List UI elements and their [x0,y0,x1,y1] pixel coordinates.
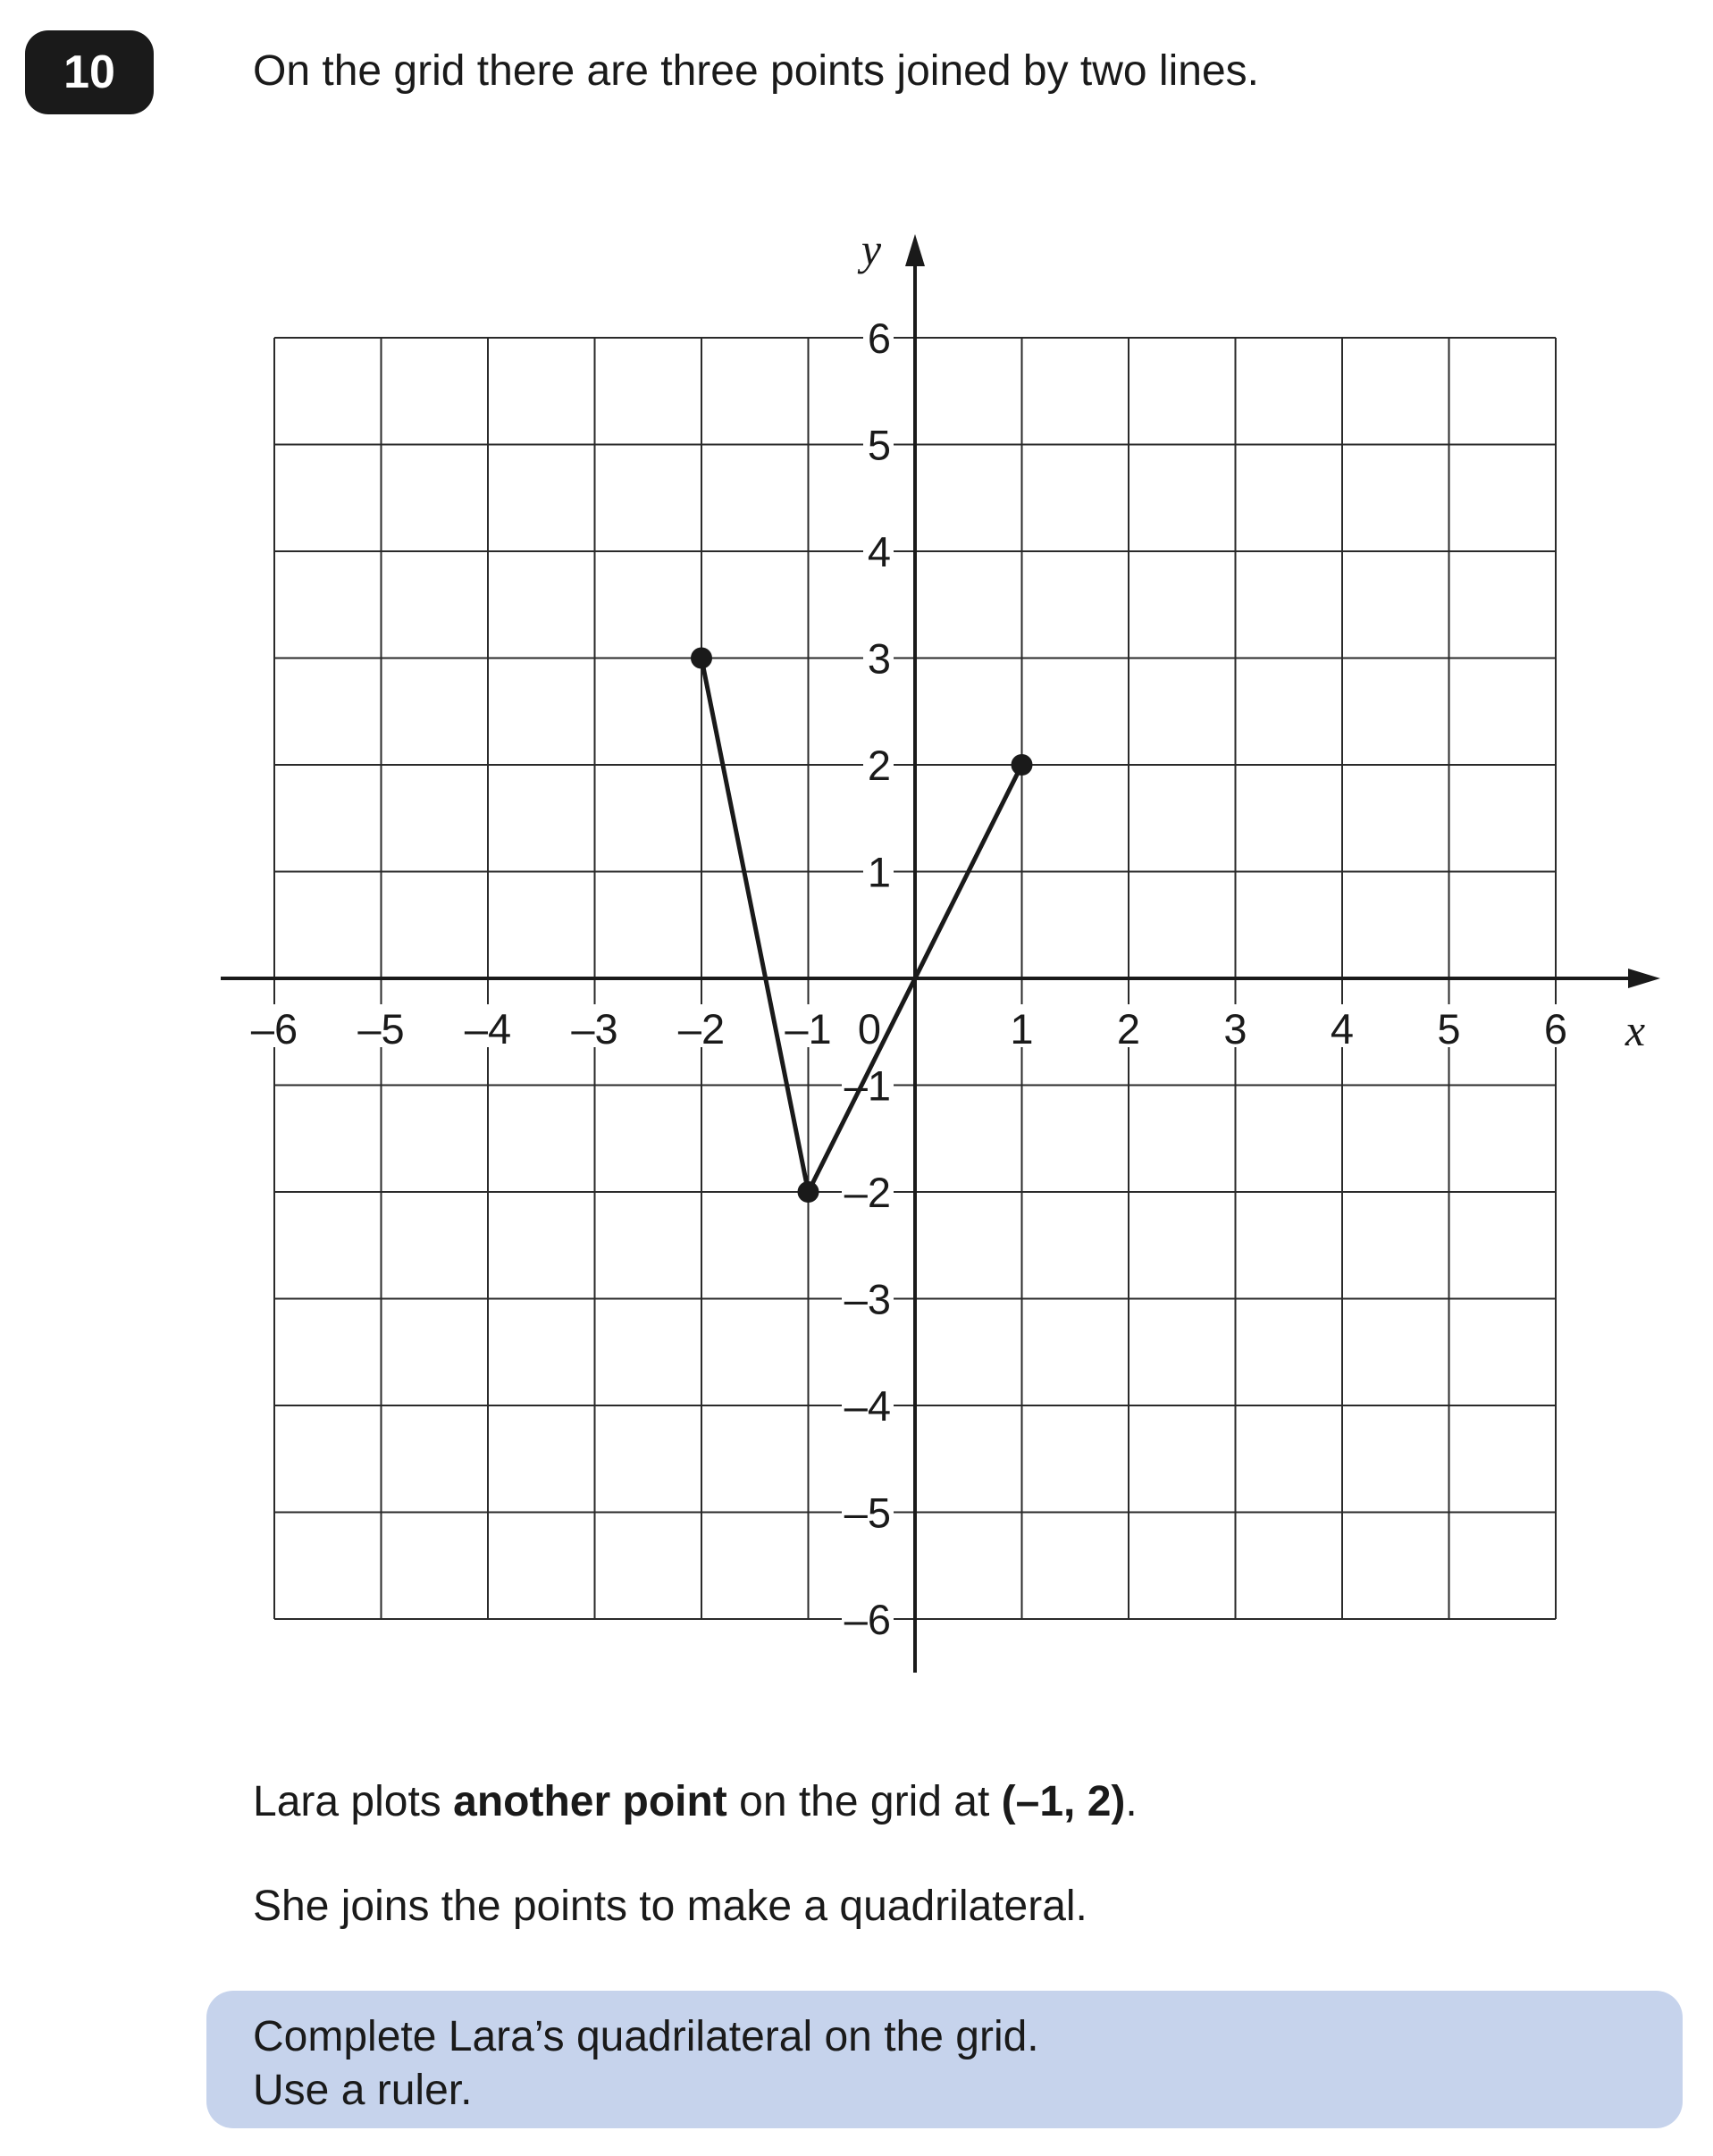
x-tick-label: 3 [1223,1005,1247,1053]
x-tick-label: –6 [250,1005,298,1053]
y-tick-label: 2 [867,742,891,789]
y-tick-label: –5 [844,1489,891,1537]
x-tick-label: –5 [357,1005,405,1053]
plotted-point [691,648,712,669]
plotted-points [691,648,1033,1204]
x-tick-label: 6 [1543,1005,1568,1053]
x-tick-label: 1 [1010,1005,1034,1053]
task-line-1: Complete Lara’s quadrilateral on the grid. [253,2013,1039,2060]
x-tick-label: –2 [677,1005,726,1053]
x-axis-arrowhead [1628,969,1660,988]
lara-plots-text [253,1778,1138,1825]
y-tick-label: 4 [867,528,891,575]
x-tick-label: 2 [1116,1005,1141,1053]
lara-text-bold1: another point [453,1778,727,1825]
y-tick-label: 3 [867,634,891,683]
quadrilateral-text: She joins the points to make a quadrilateral. [253,1883,1087,1930]
y-tick-label: 1 [867,848,891,896]
y-tick-label: –2 [844,1169,891,1216]
question-number: 10 [63,46,115,98]
y-tick-label: 6 [867,315,891,362]
intro-text: On the grid there are three points joined by two lines. [253,47,1259,95]
x-tick-label: –4 [464,1005,512,1053]
task-line-2: Use a ruler. [253,2067,473,2114]
x-axis-label: x [1625,1005,1646,1055]
plotted-segment [701,659,809,1193]
tick-labels [247,224,1645,1643]
plotted-point [798,1181,819,1203]
task-text [253,2010,1039,2118]
y-tick-label: 5 [867,421,891,469]
x-tick-label: –3 [571,1005,618,1053]
plotted-point [1012,754,1033,776]
y-tick-label: –3 [844,1275,891,1323]
origin-label: 0 [857,1005,882,1053]
x-tick-label: –1 [785,1005,832,1053]
lara-text-bold2: (–1, 2) [1001,1778,1126,1825]
lara-text-part1: Lara plots [253,1778,454,1825]
y-axis-label: y [861,224,882,274]
y-axis-arrowhead [905,234,925,266]
plotted-segments [701,659,1022,1193]
y-tick-label: –4 [844,1382,891,1430]
x-tick-label: 5 [1437,1005,1461,1053]
y-tick-label: –1 [844,1061,891,1110]
task-box [206,1991,1683,2128]
axes [221,234,1660,1673]
x-tick-label: 4 [1330,1005,1355,1053]
y-tick-label: –6 [844,1596,891,1643]
lara-text-part2: on the grid at [726,1778,1002,1825]
lara-text-part3: . [1125,1778,1138,1825]
